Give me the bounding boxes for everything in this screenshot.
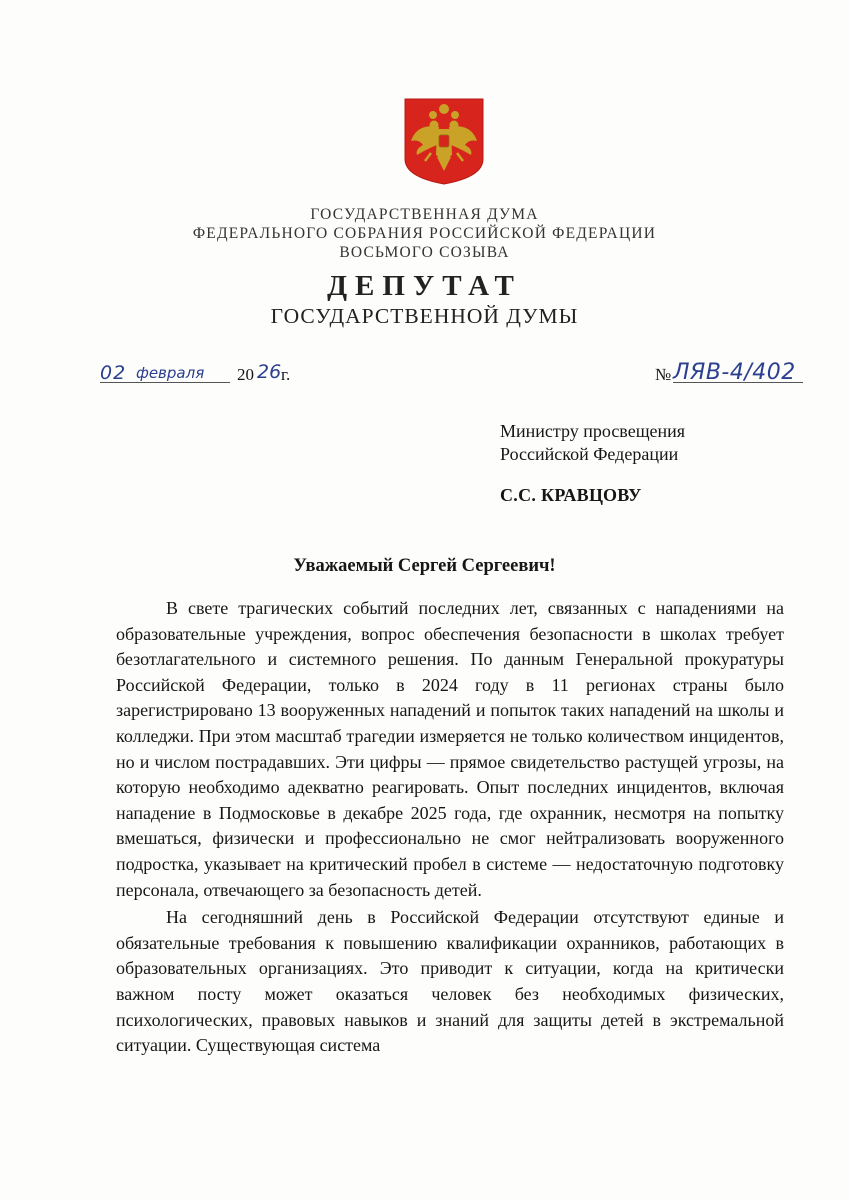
number-sign: № <box>655 365 672 384</box>
year-prefix: 20 <box>237 365 254 384</box>
org-name-line-3: ВОСЬМОГО СОЗЫВА <box>339 244 510 261</box>
paragraph-1: В свете трагических событий последних лет, связанных с нападениями на образовательные учреждения, вопрос обеспечения безопасности в школах требует безотлагательного и системного решения. По данным Генеральной прокуратуры Российской Федерации, только в 2024 году в 11 регионах страны было зарегистрировано 13 вооруженных нападений и попыток таких нападений на школы и колледжи. При этом масштаб трагедии измеряется не только количеством инцидентов, но и числом пострадавших. Эти цифры — прямое свидетельство растущей угрозы, на которую необходимо адекватно реагировать. Опыт последних инцидентов, включая нападение в Подмосковье в декабре 2025 года, где охранник, несмотря на попытку вмешаться, физически и профессионально не смог нейтрализовать вооруженного подростка, указывает на критический пробел в системе — недостаточную подготовку персонала, отвечающего за безопасность детей. <box>116 598 784 900</box>
recipient-name: С.С. КРАВЦОВУ <box>500 485 642 505</box>
paragraph-2: На сегодняшний день в Российской Федерации отсутствуют единые и обязательные требования к повышению квалификации охранников, работающих в образовательных организациях. Это приводит к ситуации, когда на критически важном посту может оказаться человек без необходимых физических, психологических, правовых навыков и знаний для защиты детей в экстремальной ситуации. Существующая система <box>116 907 784 1056</box>
recipient-country: Российской Федерации <box>500 444 679 464</box>
number-underline <box>673 382 803 383</box>
letterhead-title: ДЕПУТАТ <box>327 270 522 302</box>
letter-body <box>116 596 784 1061</box>
recipient-position: Министру просвещения <box>500 421 686 441</box>
registration-date <box>100 361 340 387</box>
org-name-line-1: ГОСУДАРСТВЕННАЯ ДУМА <box>310 206 539 223</box>
date-underline <box>100 382 230 383</box>
year-suffix: г. <box>281 365 291 384</box>
handwritten-day: 02 <box>100 362 127 384</box>
handwritten-year: 26 <box>257 361 282 383</box>
org-name-line-2: ФЕДЕРАЛЬНОГО СОБРАНИЯ РОССИЙСКОЙ ФЕДЕРАЦИИ <box>192 225 657 242</box>
recipient-block <box>500 420 800 466</box>
handwritten-month: февраля <box>136 364 205 382</box>
salutation: Уважаемый Сергей Сергеевич! <box>293 556 556 576</box>
letterhead-subtitle: ГОСУДАРСТВЕННОЙ ДУМЫ <box>270 304 579 328</box>
handwritten-number: ЛЯВ-4/402 <box>673 360 796 385</box>
coat-of-arms-emblem <box>403 97 485 186</box>
registration-number <box>655 361 825 387</box>
